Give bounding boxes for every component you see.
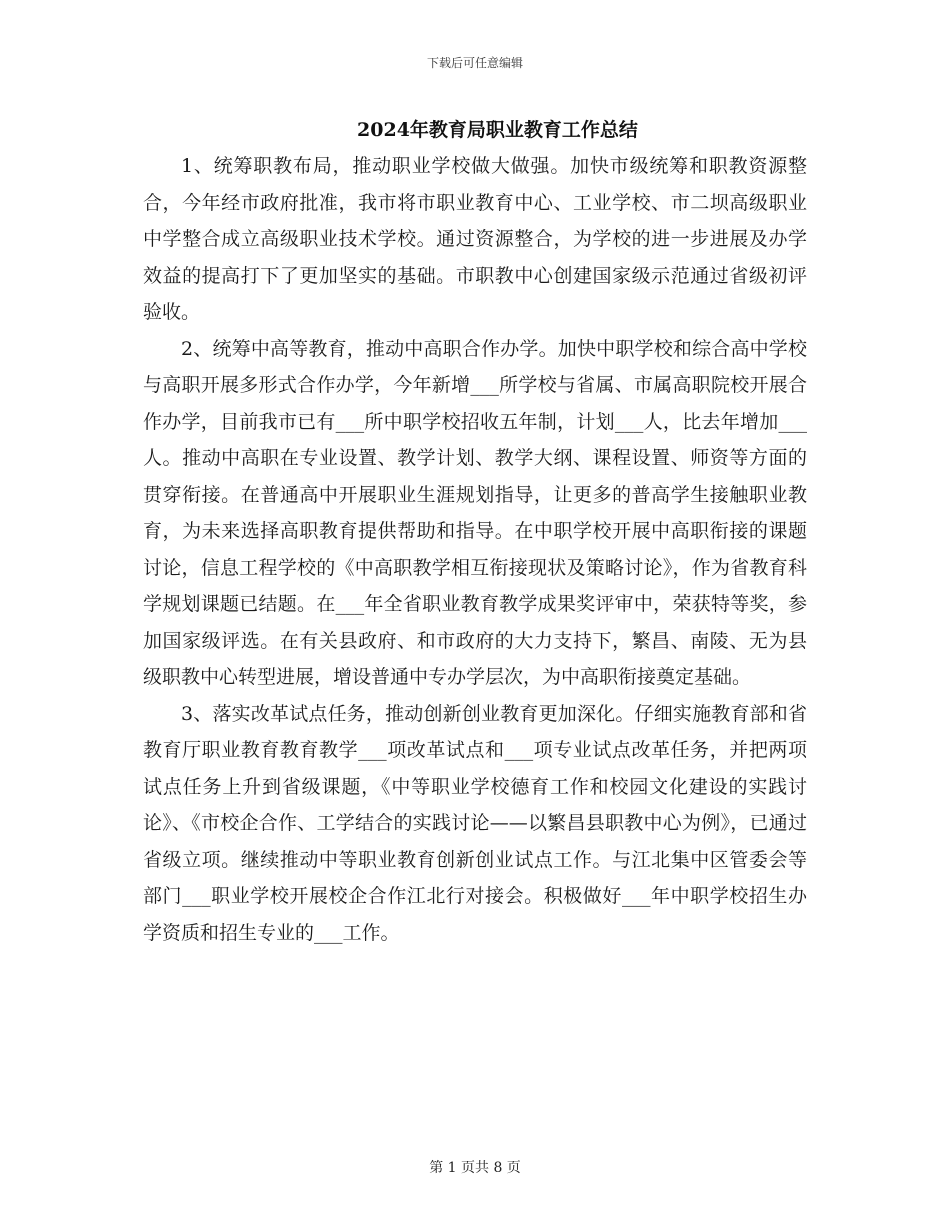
paragraph-2: 2、统筹中高等教育，推动中高职合作办学。加快中职学校和综合高中学校与高职开展多形式合作办学，今年新增___所学校与省属、市属高职院校开展合作办学，目前我市已有___所中职学校招收五年制，计划___人，比去年增加___人。推动中高职在专业设置、教学计划、教学大纲、课程设置、师资等方面的贯穿衔接。在普通高中开展职业生涯规划指导，让更多的普高学生接触职业教育，为未来选择高职教育提供帮助和指导。在中职学校开展中高职衔接的课题讨论，信息工程学校的《中高职教学相互衔接现状及策略讨论》，作为省教育科学规划课题已结题。在___年全省职业教育教学成果奖评审中，荣获特等奖，参加国家级评选。在有关县政府、和市政府的大力支持下，繁昌、南陵、无为县级职教中心转型进展，增设普通中专办学层次，为中高职衔接奠定基础。	[143, 337, 807, 688]
document-body	[143, 148, 807, 951]
document-title: 2024年教育局职业教育工作总结	[357, 119, 638, 141]
paragraph-3: 3、落实改革试点任务，推动创新创业教育更加深化。仔细实施教育部和省教育厅职业教育教育教学___项改革试点和___项专业试点改革任务，并把两项试点任务上升到省级课题，《中等职业学校德育工作和校园文化建设的实践讨论》、《市校企合作、工学结合的实践讨论——以繁昌县职教中心为例》，已通过省级立项。继续推动中等职业教育创新创业试点工作。与江北集中区管委会等部门___职业学校开展校企合作江北行对接会。积极做好___年中职学校招生办学资质和招生专业的___工作。	[143, 702, 807, 944]
page-number: 第 1 页共 8 页	[429, 1160, 521, 1176]
header-note: 下载后可任意编辑	[426, 56, 523, 70]
paragraph-1: 1、统筹职教布局，推动职业学校做大做强。加快市级统筹和职教资源整合，今年经市政府批准，我市将市职业教育中心、工业学校、市二坝高级职业中学整合成立高级职业技术学校。通过资源整合，为学校的进一步进展及办学效益的提高打下了更加坚实的基础。市职教中心创建国家级示范通过省级初评验收。	[143, 155, 807, 323]
